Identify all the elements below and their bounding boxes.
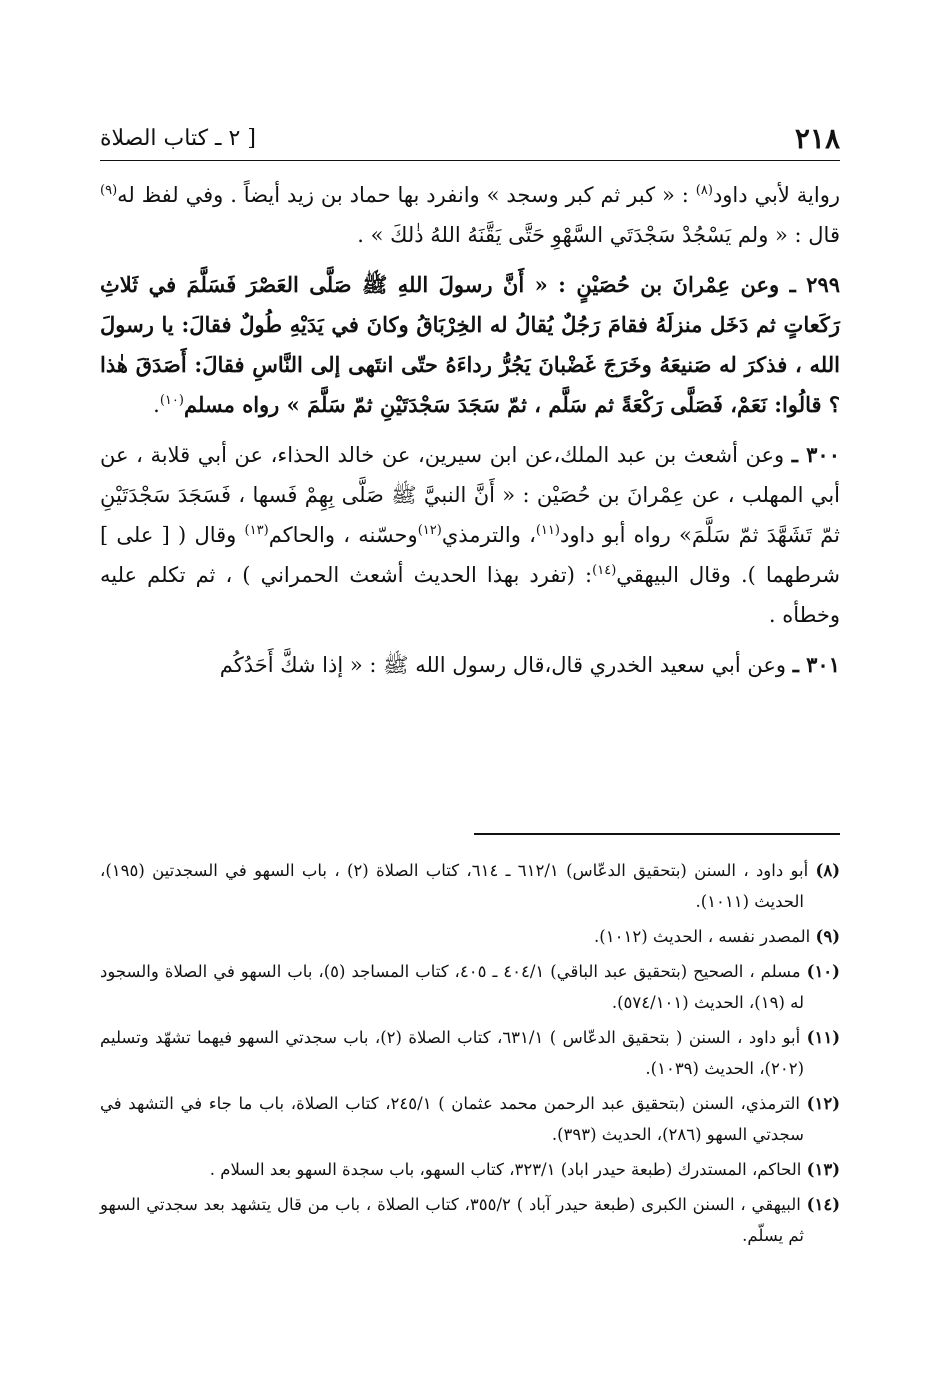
paragraph-text: . <box>153 393 160 417</box>
footnote-text: الترمذي، السنن (بتحقيق عبد الرحمن محمد عثمان ) ٢٤٥/١، كتاب الصلاة، باب ما جاء في التشهد في سجدتي السهو (٢٨٦)، الحديث (٣٩٣). <box>100 1094 804 1144</box>
paragraph-text: وحسّنه ، والحاكم <box>268 523 418 547</box>
footnote-ref: (١١) <box>535 523 560 538</box>
main-text <box>100 175 840 695</box>
footnote-ref: (١٢) <box>417 523 442 538</box>
hadith-299 <box>100 265 840 425</box>
footnote-number: (١٤) <box>806 1195 840 1214</box>
paragraph-text: وعن أبي سعيد الخدري قال،قال رسول الله ﷺ : « إذا شكَّ أَحَدُكُم <box>219 653 793 677</box>
footnote-ref: (١٣) <box>244 523 269 538</box>
footnote-text: الحاكم، المستدرك (طبعة حيدر اباد) ٣٢٣/١، كتاب السهو، باب سجدة السهو بعد السلام . <box>209 1160 802 1179</box>
footnote-number: (١٠) <box>806 962 840 981</box>
paragraph-text: : « كبر ثم كبر وسجد » وانفرد بها حماد بن زيد أيضاً . وفي لفظ له <box>117 183 696 207</box>
footnote-text: أبو داود ، السنن ( بتحقيق الدعّاس ) ٦٣١/١، كتاب الصلاة (٢)، باب سجدتي السهو فيهما تشهّد وتسليم (٢٠٢)، الحديث (١٠٣٩). <box>100 1028 804 1078</box>
hadith-300 <box>100 435 840 635</box>
footnote-separator <box>474 833 840 835</box>
footnote-number: (٩) <box>815 927 840 946</box>
footnote-text: أبو داود ، السنن (بتحقيق الدعّاس) ٦١٢/١ ـ ٦١٤، كتاب الصلاة (٢) ، باب السهو في السجدتين (١٩٥)، الحديث (١٠١١). <box>100 861 809 911</box>
footnote-ref: (٨) <box>695 183 713 198</box>
hadith-301 <box>100 645 840 685</box>
footnote-text: مسلم ، الصحيح (بتحقيق عبد الباقي) ٤٠٤/١ ـ ٤٠٥، كتاب المساجد (٥)، باب السهو في الصلاة والسجود له (١٩)، الحديث (٥٧٤/١٠١). <box>100 962 804 1012</box>
footnote-item <box>100 1022 840 1084</box>
running-head: [ ٢ ـ كتاب الصلاة <box>100 126 256 151</box>
paragraph-text: وقال ( [ على ] شرطهما ). وقال البيهقي <box>100 523 840 587</box>
footnote-item <box>100 1189 840 1251</box>
footnote-number: (٨) <box>815 861 840 880</box>
footnote-number: (١٢) <box>806 1094 840 1113</box>
hadith-number: ٢٩٩ ـ <box>789 272 841 297</box>
paragraph-text: وعن عِمْرانَ بن حُصَيْنٍ : « أَنَّ رسولَ اللهِ ﷺ صَلَّى العَصْرَ فَسَلَّمَ في ثَلاثِ رَكَعاتٍ ثم دَخَل منزلَهُ فقامَ رَجُلٌ يُقالُ له الخِرْبَاقُ وكانَ في يَدَيْهِ طُولٌ فقالَ: يا رسولَ الله ، فذكرَ له صَنيعَهُ وخَرَجَ غَضْبانَ يَجُرُّ رداءَهُ حتّى انتَهى إلى النَّاسِ فقالَ: أَصَدَقَ هٰذا ؟ قالُوا: نَعَمْ، فَصَلَّى رَكْعَةً ثم سَلَّم ، ثمّ سَجَدَ سَجْدَتَيْنِ ثمّ سَلَّمَ » رواه مسلم <box>100 272 840 417</box>
paragraph-text: ، والترمذي <box>441 523 536 547</box>
footnote-text: المصدر نفسه ، الحديث (١٠١٢). <box>594 927 811 946</box>
page-header <box>100 118 840 164</box>
footnote-item <box>100 921 840 952</box>
footnote-number: (١١) <box>806 1028 840 1047</box>
footnote-item <box>100 1088 840 1150</box>
footnote-item <box>100 855 840 917</box>
hadith-number: ٣٠٠ ـ <box>791 442 840 467</box>
footnote-number: (١٣) <box>806 1160 840 1179</box>
hadith-number: ٣٠١ ـ <box>792 652 840 677</box>
footnote-ref: (١٠) <box>159 393 184 408</box>
footnote-item <box>100 956 840 1018</box>
paragraph-intro <box>100 175 840 255</box>
header-rule <box>100 160 840 161</box>
paragraph-text: وعن أشعث بن عبد الملك،عن ابن سيرين، عن خالد الحذاء، عن أبي قلابة ، عن أبي المهلب ، عن عِمْرانَ بن حُصَيْن : « أَنَّ النبيَّ ﷺ صَلَّى بِهِمْ فَسها ، فَسَجَدَ سَجْدَتَيْنِ ثمّ تَشَهَّدَ ثمّ سَلَّمَ» رواه أبو داود <box>100 443 840 547</box>
footnote-ref: (١٤) <box>592 563 617 578</box>
paragraph-text: قال : « ولم يَسْجُدْ سَجْدَتَي السَّهْوِ حَتَّى يَقَّنَهُ اللهُ ذٰلكَ » . <box>357 223 840 247</box>
footnote-ref: (٩) <box>100 183 118 198</box>
footnotes <box>100 855 840 1255</box>
footnote-text: البيهقي ، السنن الكبرى (طبعة حيدر آباد ) ٣٥٥/٢، كتاب الصلاة ، باب من قال يتشهد بعد سجدتي السهو ثم يسلّم. <box>100 1195 804 1245</box>
paragraph-text: : (تفرد بهذا الحديث أشعث الحمراني ) ، ثم تكلم عليه وخطأه . <box>100 563 840 627</box>
footnote-item <box>100 1154 840 1185</box>
paragraph-text: رواية لأبي داود <box>712 183 840 207</box>
page-number: ٢١٨ <box>794 122 840 155</box>
